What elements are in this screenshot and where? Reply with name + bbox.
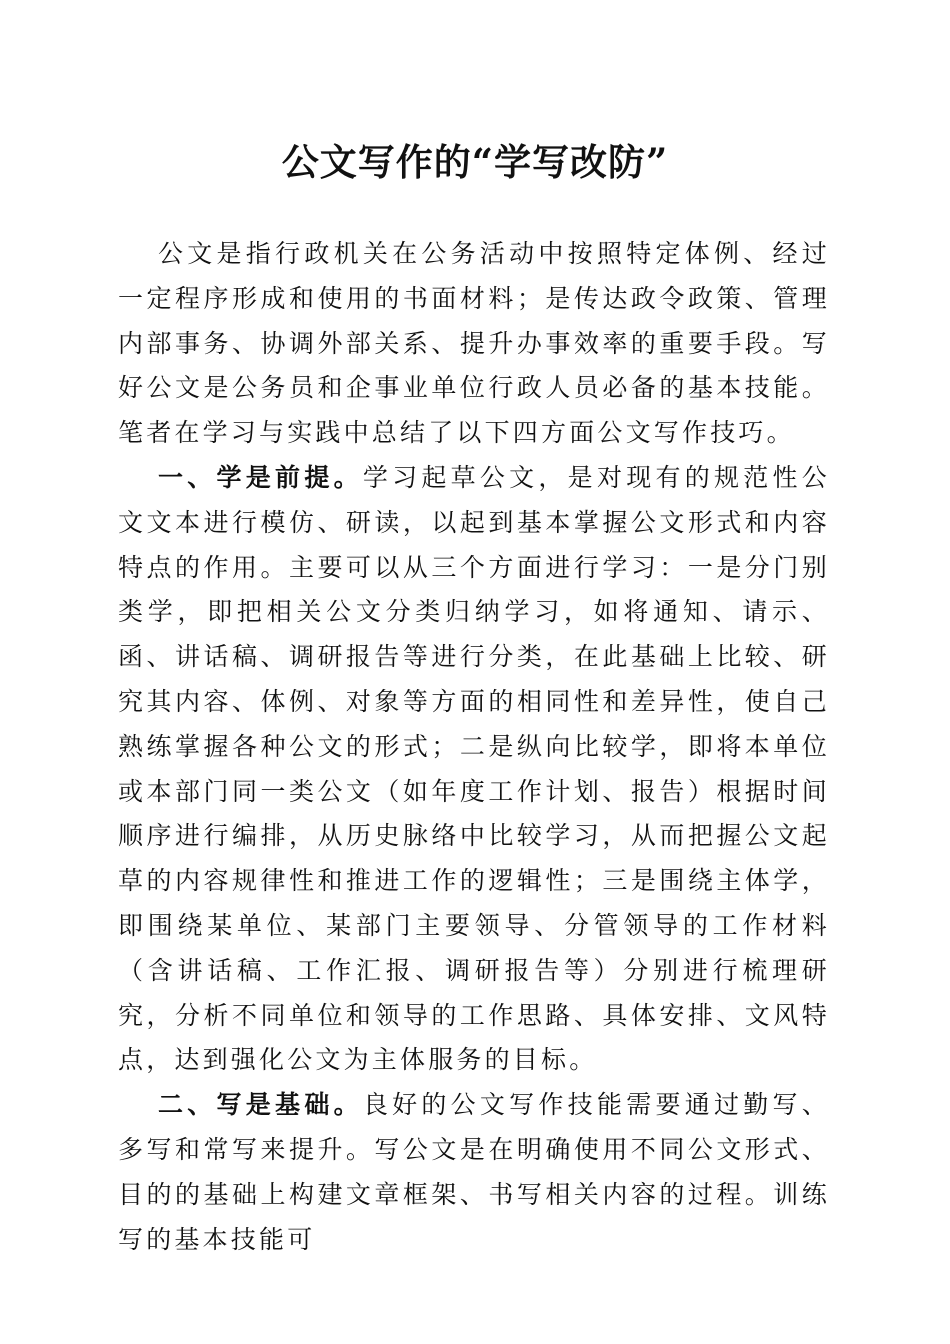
document-title: 公文写作的“学写改防” (281, 140, 669, 184)
section-2-text: 良好的公文写作技能需要通过勤写、多写和常写来提升。写公文是在明确使用不同公文形式、目的的基础上构建文章框架、书写相关内容的过程。训练写的基本技能可 (118, 1090, 830, 1254)
section-1-text: 学习起草公文，是对现有的规范性公文文本进行模仿、研读，以起到基本掌握公文形式和内容特点的作用。主要可以从三个方面进行学习：一是分门别类学，即把相关公文分类归纳学习，如将通知、请示、函、讲话稿、调研报告等进行分类，在此基础上比较、研究其内容、体例、对象等方面的相同性和差异性，使自己熟练掌握各种公文的形式；二是纵向比较学，即将本单位或本部门同一类公文（如年度工作计划、报告）根据时间顺序进行编排，从历史脉络中比较学习，从而把握公文起草的内容规律性和推进工作的逻辑性；三是围绕主体学，即围绕某单位、某部门主要领导、分管领导的工作材料（含讲话稿、工作汇报、调研报告等）分别进行梳理研究，分析不同单位和领导的工作思路、具体安排、文风特点，达到强化公文为主体服务的目标。 (118, 462, 830, 1075)
intro-paragraph: 公文是指行政机关在公务活动中按照特定体例、经过一定程序形成和使用的书面材料；是传达政令政策、管理内部事务、协调外部关系、提升办事效率的重要手段。写好公文是公务员和企事业单位行政人员必备的基本技能。笔者在学习与实践中总结了以下四方面公文写作技巧。 (118, 239, 830, 448)
document-body (118, 232, 830, 1262)
section-1-heading: 一、学是前提。 (158, 462, 363, 492)
section-1-paragraph (118, 456, 830, 1083)
section-2-heading: 二、写是基础。 (158, 1090, 363, 1120)
section-2-paragraph (118, 1083, 830, 1262)
